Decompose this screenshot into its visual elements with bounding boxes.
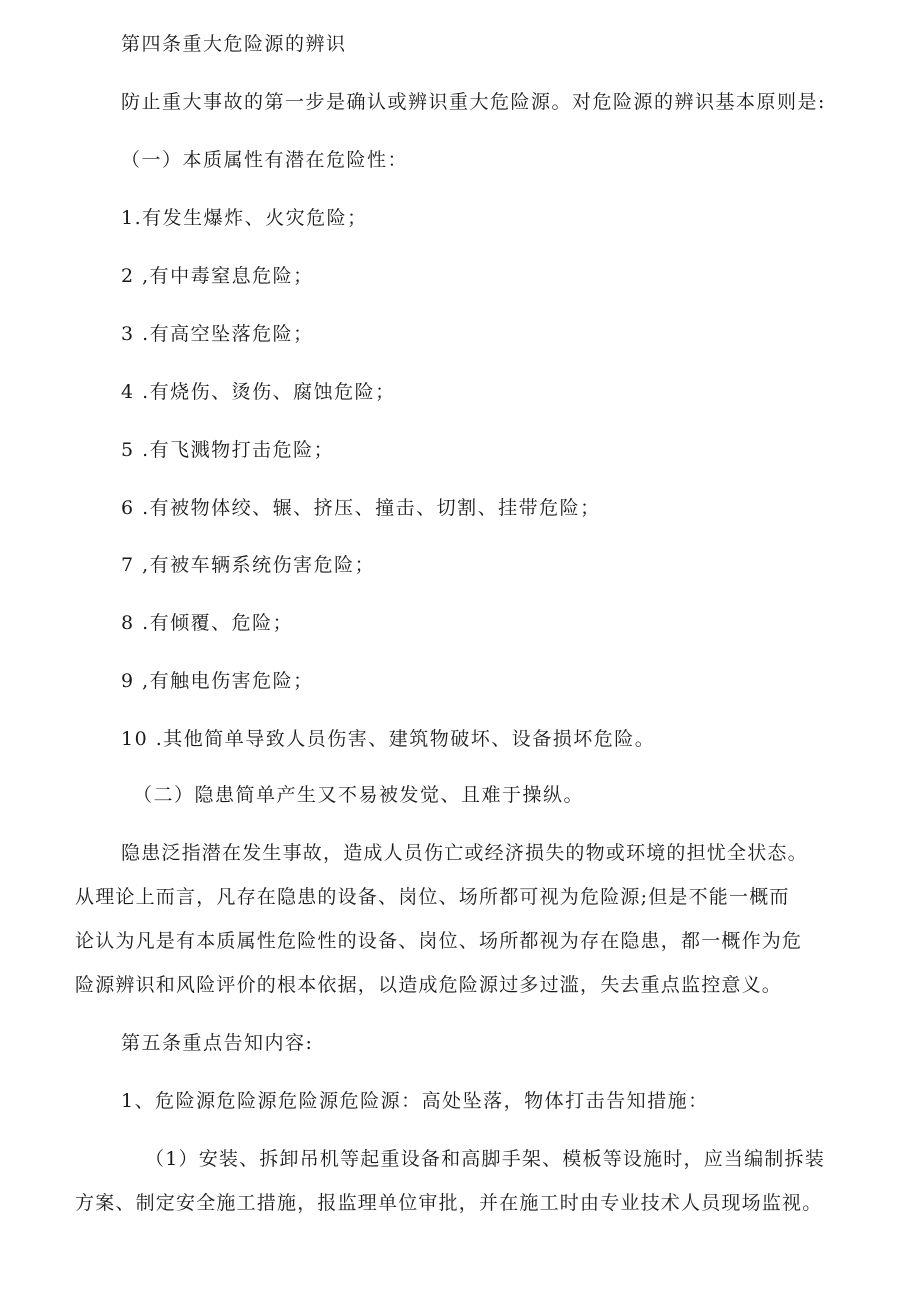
paragraph-line: 论认为凡是有本质属性危险性的设备、岗位、场所都视为存在隐患，都一概作为危 bbox=[75, 930, 803, 952]
list-item: 3 .有高空坠落危险； bbox=[121, 323, 314, 345]
paragraph-line: 从理论上而言，凡存在隐患的设备、岗位、场所都可视为危险源;但是不能一概而 bbox=[75, 886, 790, 908]
list-item: 10 .其他简单导致人员伤害、建筑物破坏、设备损坏危险。 bbox=[121, 728, 656, 750]
intro-paragraph: 防止重大事故的第一步是确认或辨识重大危险源。对危险源的辨识基本原则是: bbox=[121, 91, 826, 113]
paragraph-line: 隐患泛指潜在发生事故，造成人员伤亡或经济损失的物或环境的担忧全状态。 bbox=[121, 842, 808, 864]
notice-item: 1、危险源危险源危险源危险源：高处坠落，物体打击告知措施： bbox=[121, 1090, 709, 1112]
paragraph-line: 方案、制定安全施工措施，报监理单位审批，并在施工时由专业技术人员现场监视。 bbox=[75, 1192, 823, 1214]
list-item: 2 ,有中毒窒息危险； bbox=[121, 265, 314, 287]
list-item: 4 .有烧伤、烫伤、腐蚀危险； bbox=[121, 381, 396, 403]
list-item: 7 ,有被车辆系统伤害危险； bbox=[121, 554, 376, 576]
list-item: 9 ,有触电伤害危险； bbox=[121, 670, 314, 692]
list-item: 8 .有倾覆、危险； bbox=[121, 612, 294, 634]
article5-heading: 第五条重点告知内容: bbox=[121, 1032, 314, 1054]
paragraph-line: 险源辨识和风险评价的根本依据，以造成危险源过多过滥，失去重点监控意义。 bbox=[75, 974, 783, 996]
list-item: 6 .有被物体绞、辗、挤压、撞击、切割、挂带危险； bbox=[121, 497, 601, 519]
section1-title: （一）本质属性有潜在危险性： bbox=[121, 149, 409, 171]
article4-heading: 第四条重大危险源的辨识 bbox=[121, 33, 347, 55]
section2-title: （二）隐患简单产生又不易被发觉、且难于操纵。 bbox=[133, 784, 585, 806]
list-item: 1.有发生爆炸、火灾危险； bbox=[121, 207, 368, 229]
paragraph-line: （1）安装、拆卸吊机等起重设备和高脚手架、模板等设施时，应当编制拆装 bbox=[145, 1148, 825, 1170]
list-item: 5 .有飞溅物打击危险； bbox=[121, 439, 335, 461]
